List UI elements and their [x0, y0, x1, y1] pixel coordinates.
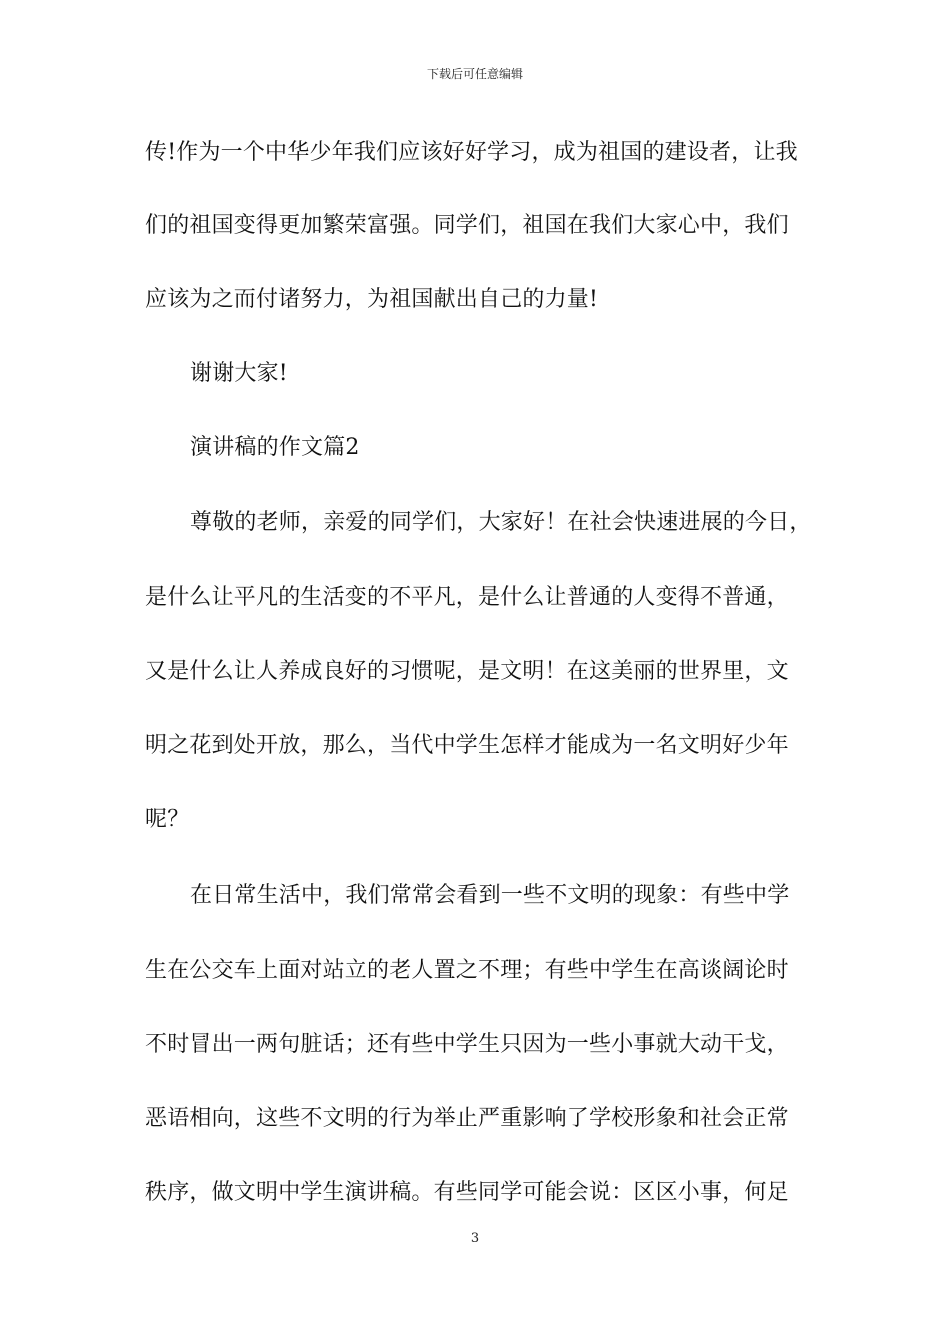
- paragraph-line: 是什么让平凡的生活变的不平凡，是什么让普通的人变得不普通，: [145, 585, 789, 610]
- paragraph-line: 恶语相向，这些不文明的行为举止严重影响了学校形象和社会正常: [145, 1106, 789, 1131]
- page-header: 下载后可任意编辑: [426, 67, 523, 81]
- paragraph-line: 在日常生活中，我们常常会看到一些不文明的现象：有些中学: [190, 883, 790, 908]
- paragraph-line: 又是什么让人养成良好的习惯呢，是文明！在这美丽的世界里，文: [145, 659, 789, 684]
- paragraph-line: 秩序，做文明中学生演讲稿。有些同学可能会说：区区小事，何足: [145, 1180, 789, 1205]
- closing-line: 谢谢大家!: [190, 361, 288, 386]
- paragraph-line: 尊敬的老师，亲爱的同学们，大家好！在社会快速进展的今日，: [190, 510, 812, 535]
- paragraph-line: 呢？: [145, 807, 190, 832]
- paragraph-line: 不时冒出一两句脏话；还有些中学生只因为一些小事就大动干戈，: [145, 1032, 789, 1057]
- paragraph-line: 传!作为一个中华少年我们应该好好学习，成为祖国的建设者，让我: [145, 140, 798, 165]
- section-title: 演讲稿的作文篇2: [190, 435, 360, 460]
- paragraph-line: 们的祖国变得更加繁荣富强。同学们，祖国在我们大家心中，我们: [145, 213, 789, 238]
- paragraph-line: 明之花到处开放，那么，当代中学生怎样才能成为一名文明好少年: [145, 733, 789, 758]
- page-number: 3: [470, 1231, 480, 1246]
- paragraph-line: 生在公交车上面对站立的老人置之不理；有些中学生在高谈阔论时: [145, 958, 789, 983]
- paragraph-line: 应该为之而付诸努力，为祖国献出自己的力量!: [145, 287, 599, 312]
